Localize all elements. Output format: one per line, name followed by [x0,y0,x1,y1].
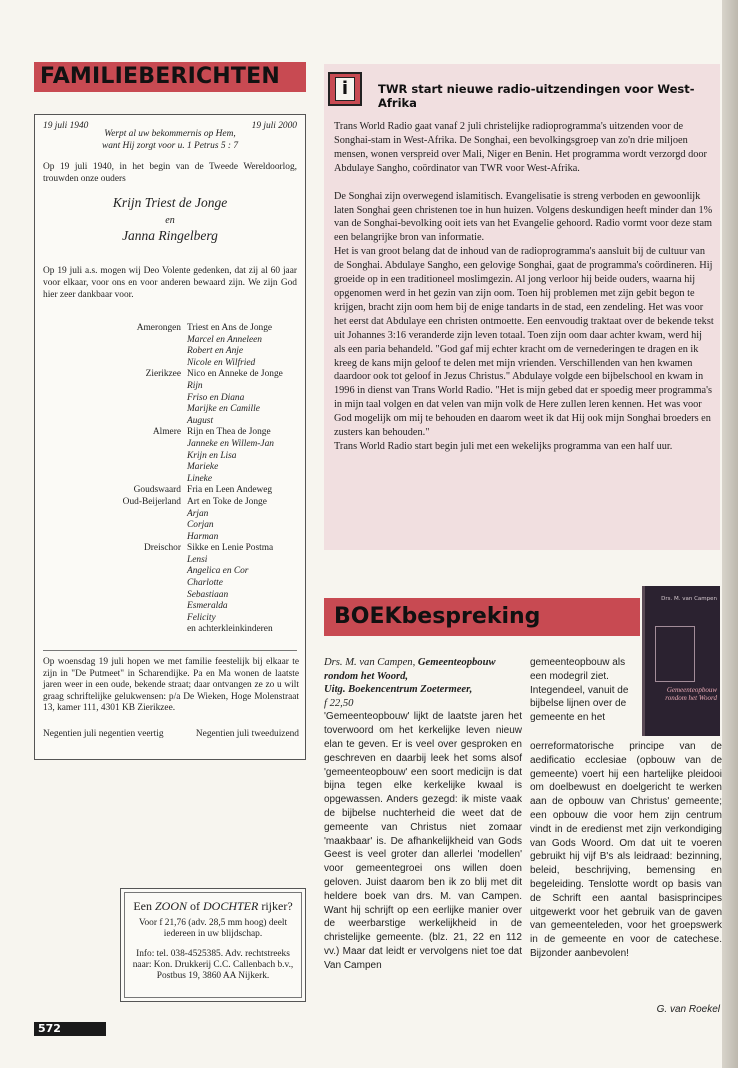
date-right: 19 juli 2000 [251,121,297,131]
ad-info: Info: tel. 038-4525385. Adv. rechtstreeks naar: Kon. Drukkerij C.C. Callenbach b.v., Postbus 19, 3860 AA Nijkerk. [132,948,294,982]
child-name: Rijn [187,380,203,391]
announce-text: Op 19 juli a.s. mogen wij Deo Volente gedenken, dat zij al 60 jaar voor elkaar, voor ons en voor anderen bewaard zijn. We zijn God hier zeer dankbaar voor. [43,266,297,300]
family-entry [43,497,299,543]
child-name: Marcel en Anneleen [187,334,262,345]
child-name: August [187,415,214,426]
review-book-title: Gemeenteopbouw rondom het Woord, [324,657,496,682]
child-name: Sebastiaan [187,589,229,600]
family-entry [43,485,299,497]
family-entry [43,624,299,636]
child-name: Marieke [187,462,219,473]
child-name: Krijn en Lisa [187,450,237,461]
twr-paragraph: Trans World Radio start begin juli met een wekelijks programma van een half uur. [334,440,673,452]
child-name: Harman [187,531,219,542]
twr-article [324,64,720,550]
cover-graphic [655,626,695,682]
family-place: Goudswaard [133,485,181,496]
child-name: Robert en Anje [187,346,244,357]
child-name: Felicity [187,612,216,623]
twr-paragraph: Trans World Radio gaat vanaf 2 juli christelijke radioprogramma's uitzenden voor de Songhai-stam in West-Afrika. De Songhai, een bevolkingsgroep van zo'n drie miljoen mensen, wonen verspreid over Mali, Niger en Benin. Het programma wordt verzorgd door Abdulaye Sangho, coördinator van TWR voor West-Afrika. [334,121,707,174]
family-names: Nico en Anneke de Jonge [187,369,283,380]
info-icon: i [328,72,362,106]
grandchildren-line: en achterkleinkinderen [187,624,273,635]
reception-text: Op woensdag 19 juli hopen we met familie feestelijk bij elkaar te zijn in "De Putmeet" in Scharendijke. Pa en Ma wonen de laatste jaren weer in een oude, bekende straat; daar ontvangen ze zo u wilt graag schriftelijke gelukwensen: p/a De Wieken, Hoge Molenstraat 13, kamer 111, 4301 KB Zierikzee. [43,657,299,714]
family-list [43,323,299,636]
and-text: en [165,215,175,227]
family-place: Zierikzee [145,369,181,380]
review-price: f 22,50 [324,697,354,709]
child-name: Lineke [187,473,212,484]
family-place: Amerongen [136,323,181,333]
cover-author: Drs. M. van Campen [661,596,717,602]
family-names: Art en Toke de Jonge [187,496,267,507]
family-place: Dreischor [144,543,181,554]
footer-line [43,729,299,741]
birth-announcement-ad [120,888,306,1002]
family-place: Almere [152,427,181,438]
bride-name: Janna Ringelberg [122,228,218,244]
date-left: 19 juli 1940 [43,121,89,131]
child-name: Angelica en Cor [187,566,249,577]
cover-title: Gemeenteopbouw rondom het Woord [665,686,717,702]
family-names: Fria en Leen Andeweg [187,485,273,496]
review-column-1 [324,656,522,973]
family-announcement-box [34,114,306,760]
page-number-bar [34,1022,106,1036]
family-entry [43,427,299,485]
child-name: Marijke en Camille [187,404,260,415]
familieberichten-header [34,62,306,92]
child-name: Charlotte [187,578,223,589]
family-entry [43,543,299,624]
child-name: Lensi [187,554,208,565]
review-meta [324,656,522,710]
page-edge [722,0,738,1068]
family-names: Triest en Ans de Jonge [187,323,273,333]
family-names: Rijn en Thea de Jonge [187,427,271,438]
verse-line-1: Werpt al uw bekommernis op Hem, [104,129,236,139]
child-name: Corjan [187,520,214,531]
review-author: Drs. M. van Campen, [324,657,416,668]
footer-left: Negentien juli negentien veertig [43,729,164,739]
child-name: Arjan [187,508,209,519]
twr-body [334,120,714,454]
twr-title: TWR start nieuwe radio-uitzendingen voor West-Afrika [378,82,695,110]
twr-paragraph: Het is van groot belang dat de inhoud van de radioprogramma's aansluit bij de cultuur van de Songhai. Abdulaye Sangho, een gelovige Songhai, gaat de programma's coördineren. Hij groeide op in een traditioneel moslimgezin. Al jong verloor hij beide ouders, waarna hij opgenomen werd in het gezin van zijn oom. Toen hij problemen met zijn gebit begon te krijgen, bracht zijn oom hem bij de enige tandarts in de stad, een zendeling. Het was voor het eerst dat Abdulaye een christen ontmoette. Een eenvoudig traktaat over de bekende tekst uit Johannes 3:16 veranderde zijn leven totaal. Toen zijn oom daar achter kwam, werd hij als een paria behandeld. "God gaf mij echter kracht om de vernederingen te dragen en ik kreeg de kans mijn geloof te delen met mijn vrienden. Verschillenden van hen kwamen daardoor ook tot geloof in Jezus Christus." Abdulaye volgde een bijbelschool en kwam in 1996 in dienst van Trans World Radio. "Het is mijn gebed dat er spoedig meer programma's in mijn taal volgen en dat velen van mijn volk de Here zullen leren kennen. Het was voor God mogelijk om mij te behouden en daarom weet ik dat Hij ook mijn Songhai broeders en zusters kan behouden." [334,246,714,439]
book-cover-image [642,586,720,736]
review-text-2a: gemeenteopbouw als een modegril ziet. Integendeel, vanuit de bijbelse lijnen over de gemeente en het [530,657,629,724]
familieberichten-title: FAMILIEBERICHTEN [40,64,280,89]
child-name: Janneke en Willem-Jan [187,438,274,449]
review-text-2b: oerreformatorische principe van de aedificatio ecclesiae (opbouw van de gemeente) voert hij een hartelijke pleidooi om doelbewust en doelgericht te werken aan de opbouw van Christus' gemeente; een opbouw die voor hem zijn centrum vindt in de eredienst met zijn verkondiging van Gods Woord. Om dat uit te voeren gebruikt hij vijf B's als leidraad: bezinning, beleid, beschrijving, bemensing en begeleiding. Tenslotte wordt op basis van de Schrift een aantal basisprincipes uitgewerkt voor het gebruik van de gaven van gemeenteleden, voor het groepswerk in de gemeente en voor de catechese. Bijzonder aanbevolen! [530,741,722,959]
groom-name: Krijn Triest de Jonge [112,195,228,211]
family-names: Sikke en Lenie Postma [187,543,274,554]
review-publisher: Uitg. Boekencentrum Zoetermeer, [324,684,473,696]
boekbespreking-title: BOEKbespreking [334,604,541,629]
family-entry [43,369,299,427]
twr-paragraph: De Songhai zijn overwegend islamitisch. Evangelisatie is streng verboden en gewoonlijk laten Songhai geen christenen toe in hun huizen. Volgens deskundigen heeft minder dan 1% van de Songhai-bevolking ooit iets van het Evangelie gehoord. Radio vormt voor deze stam een belangrijke bron van informatie. [334,190,713,244]
child-name: Nicole en Wilfried [187,357,256,368]
page-number: 572 [38,1022,61,1035]
family-place: Oud-Beijerland [122,496,181,507]
family-entry [43,323,299,369]
child-name: Esmeralda [187,601,228,612]
boekbespreking-header [324,598,640,636]
verse-line-2: want Hij zorgt voor u. 1 Petrus 5 : 7 [101,140,239,151]
intro-text: Op 19 juli 1940, in het begin van de Tweede Wereldoorlog, trouwden onze ouders [43,162,297,184]
review-signature: G. van Roekel [656,1004,720,1015]
ad-title: Een ZOON of DOCHTER rijker? [133,899,293,913]
child-name: Friso en Diana [187,392,245,403]
ad-price: Voor f 21,76 (adv. 28,5 mm hoog) deelt iedereen in uw blijdschap. [138,918,288,940]
review-text-1: 'Gemeenteopbouw' lijkt de laatste jaren het toverwoord om het kerkelijke leven nieuw elan te geven. Er is veel over gesproken en geschreven en daarbij leek het soms alsof 'gemeenteopbouw' een soort medicijn is dat bijna tegen elke kerkelijke kwaal is opgewassen. Anders gezegd: ik miste vaak de bijbelse nuchterheid die weet dat de gemeente van Christus niet zomaar 'maakbaar' is. De afhankelijkheid van Gods Geest is veel groter dan allerlei 'modellen' voor gemeentegroei ons willen doen geloven. Juist daarom ben ik zo blij met dit heldere boek van drs. M. van Campen. Want hij schrijft op een eerlijke manier over de weerbarstige werkelijkheid in de christelijke gemeente. (blz. 21, 22 en 112 vv.) Maar dat leidt er vervolgens niet toe dat Van Campen [324,711,522,971]
divider-line [43,650,297,651]
footer-right: Negentien juli tweeduizend [195,729,299,739]
